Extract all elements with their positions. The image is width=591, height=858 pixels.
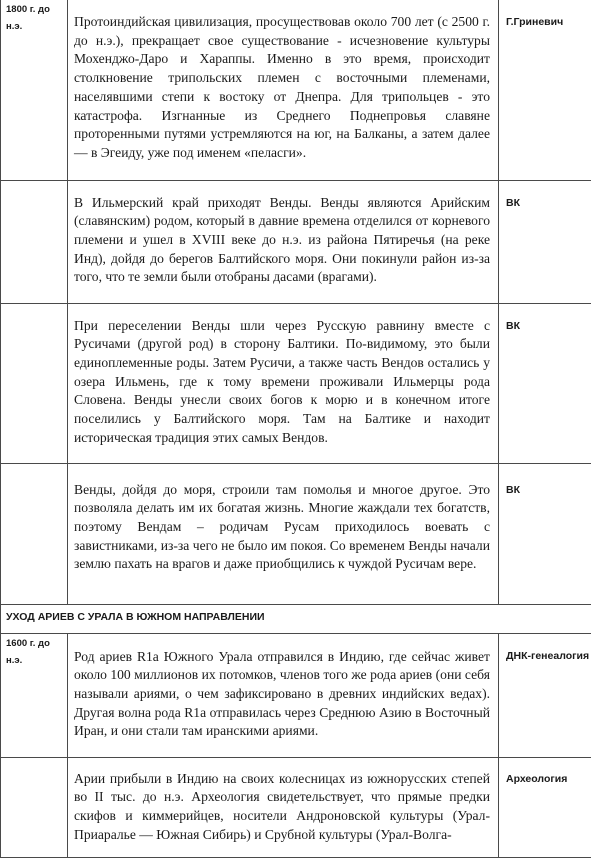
source-text: ДНК-генеалогия [499,634,591,665]
date-cell [1,180,68,303]
table-row [1,757,591,857]
text-cell [68,303,499,463]
source-cell [499,463,591,604]
date-text: 1600 г. до н.э. [1,634,67,669]
section-heading-cell [1,604,591,633]
text-cell [68,180,499,303]
section-heading: УХОД АРИЕВ С УРАЛА В ЮЖНОМ НАПРАВЛЕНИИ [1,605,591,625]
entry-text: В Ильмерский край приходят Венды. Венды являются Арийским (славянским) родом, который в давние времена отделился от корневого племени и ушел в XVIII веке до н.э. из района Пятиречья (на реке Инд), дойдя до берегов Балтийского моря. Они покинули район из-за того, что те земли были отобраны дасами (врагами). [68,181,498,288]
entry-text: Род ариев R1a Южного Урала отправился в Индию, где сейчас живет около 100 миллионов их потомков, членов того же рода ариев (они себя называли ариями, о чем зафиксировано в древних индийских ведах). Другая волна рода R1a отправилась через Среднюю Азию в Восточный Иран, и они стали там иранскими ариями. [68,634,498,742]
date-cell [1,633,68,757]
entry-text: Арии прибыли в Индию на своих колесницах из южнорусских степей во II тыс. до н.э. Археология свидетельствует, что прямые предки скифов и киммерийцев, носители Андроновской культуры (Урал-Приаралье — Южная Сибирь) и Срубной культуры (Урал-Волга- [68,758,498,845]
text-cell [68,0,499,180]
text-cell [68,633,499,757]
table-row [1,180,591,303]
source-text: ВК [499,464,591,499]
date-cell [1,463,68,604]
entry-text: Протоиндийская цивилизация, просуществовав около 700 лет (с 2500 г. до н.э.), прекращает свое существование - исчезновение культуры Мохенджо-Даро и Хараппы. Именно в это время, происходит столкновение трипольских племен с восточными племенами, населявшими степи к востоку от Днепра. Для трипольцев - это катастрофа. Изгнанные из Среднего Поднепровья славяне проторенными путями устремляются на юг, на Балканы, а затем далее — в Эгеиду, уже под именем «пеласги». [68,0,498,163]
source-cell [499,633,591,757]
table-row [1,633,591,757]
source-text: ВК [499,181,591,212]
date-cell [1,0,68,180]
source-cell [499,180,591,303]
source-text: ВК [499,304,591,335]
source-text: Г.Гриневич [499,0,591,31]
text-cell [68,463,499,604]
source-cell [499,757,591,857]
source-cell [499,303,591,463]
table-row [1,0,591,180]
entry-text: Венды, дойдя до моря, строили там помолья и многое другое. Это позволяла делать им их богатая жизнь. Многие жаждали тех богатств, поэтому Вендам – родичам Русам приходилось воевать с завистниками, из-за чего не было им покоя. Со временем Венды начали землю пахать на врагов и даже приобщились к чуждой Русичам вере. [68,464,498,575]
text-cell [68,757,499,857]
date-cell [1,757,68,857]
source-cell [499,0,591,180]
date-cell [1,303,68,463]
source-text: Археология [499,758,591,788]
section-heading-row [1,604,591,633]
table-row [1,463,591,604]
table-row [1,303,591,463]
date-text: 1800 г. до н.э. [1,0,67,35]
entry-text: При переселении Венды шли через Русскую равнину вместе с Русичами (другой род) в сторону Балтики. По-видимому, это были единоплеменные роды. Затем Русичи, а также часть Вендов остались у озера Ильмень, где к тому времени проживали Ильмерцы рода Словена. Венды унесли своих богов к морю и в конечном итоге поселились у Балтийского моря. Там на Балтике и находит историческая традиция этих самых Вендов. [68,304,498,448]
